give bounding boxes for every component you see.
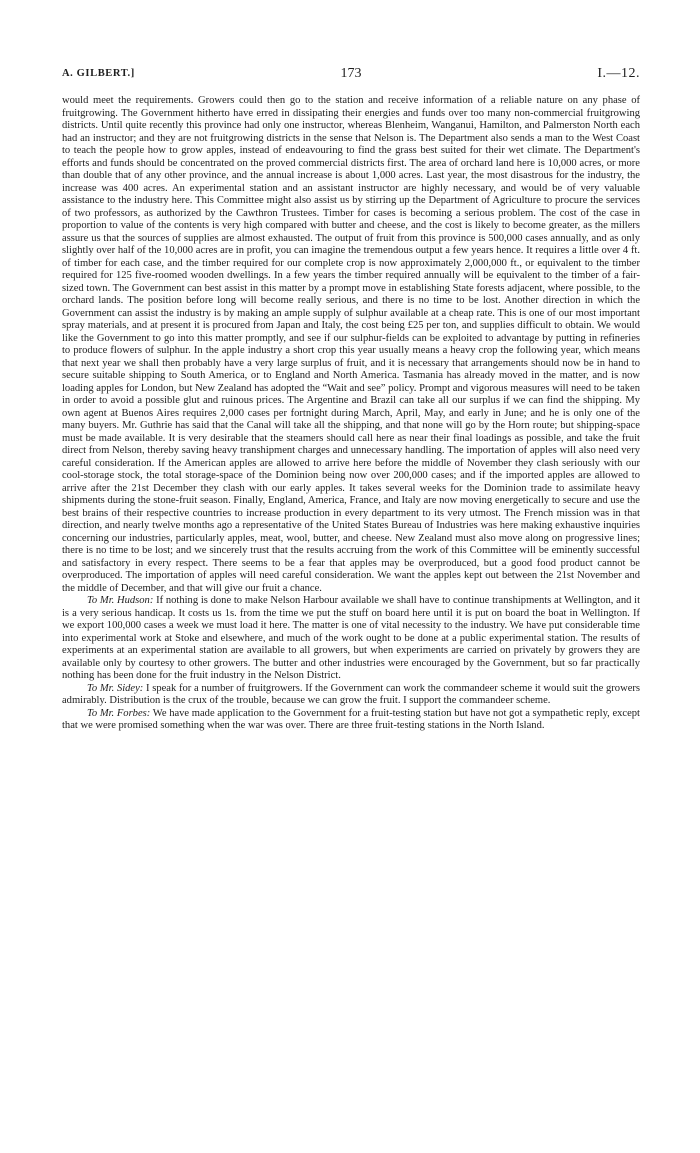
- paragraph-to-mr-forbes: [62, 708, 640, 733]
- paragraph-to-mr-hudson: [62, 595, 640, 683]
- paper-reference: I.—12.: [597, 66, 640, 81]
- page-number: 173: [340, 66, 362, 81]
- body-text: [62, 95, 640, 733]
- paragraph-to-mr-sidey: [62, 683, 640, 708]
- page-header: [62, 68, 640, 86]
- paragraph-testimony: [62, 95, 640, 595]
- header-author: A. GILBERT.]: [62, 68, 135, 79]
- paragraph-text: We have made application to the Government for a fruit-testing station but have not got a sympathetic reply, except that we were promised something when the war was over. There are three fruit-testing stations in the North Island.: [62, 707, 640, 731]
- paragraph-text: would meet the requirements. Growers could then go to the station and receive information of a reliable nature on any phase of fruitgrowing. The Government hitherto have erred in dissipating their energies and funds over too many non-commercial fruitgrowing districts. Until quite recently this province had only one instructor, whereas Blenheim, Wanganui, Hamilton, and Palmerston North each had an instructor; and they are not fruitgrowing districts in the sense that Nelson is. The Department also sends a man to the West Coast to teach the people how to grow apples, instead of endeavouring to find the grass best suited for their wet climate. The Department's efforts and funds should be concentrated on the proved commercial districts first. The area of orchard land here is 10,000 acres, or more than double that of any other province, and the annual increase is about 1,000 acres. Last year, the most disastrous for the industry, the increase was 400 acres. An experimental station and an assistant instructor are highly necessary, and would be of very valuable assistance to the industry here. This Committee might also assist us by stirring up the Department of Agriculture to procure the services of two professors, as authorized by the Cawthron Trustees. Timber for cases is becoming a serious problem. The cost of the case in proportion to value of the contents is very high compared with butter and cheese, and the cost is likely to become greater, as the millers assure us that the sources of supplies are almost exhausted. The output of fruit from this province is 500,000 cases annually, and as only slightly over half of the 10,000 acres are in profit, you can imagine the tremendous output a few years hence. It requires a little over 4 ft. of timber for each case, and the timber required for our complete crop is now approximately 2,000,000 ft., or equivalent to the timber required for 125 five-roomed wooden dwellings. In a few years the timber required annually will be equivalent to the timber of a fair-sized town. The Government can best assist in this matter by a prompt move in establishing State forests adjacent, where possible, to the orchard lands. The position before long will become really serious, and there is no time to be lost. Another direction in which the Government can assist the industry is by making an ample supply of sulphur available at a cheap rate. This is one of our most important spray materials, and at present it is procured from Japan and Italy, the cost being £25 per ton, and supplies difficult to obtain. We would like the Government to go into this matter promptly, and see if our sulphur-fields can be exploited to advantage by putting in refineries to produce flowers of sulphur. In the apple industry a short crop this year usually means a heavy crop the following year, which means that next year we shall then probably have a very large surplus of fruit, and it is necessary that arrangements should now be in hand to secure suitable shipping to South America, or to England and North America. Tasmania has already moved in the matter, and is now loading apples for London, but New Zealand has adopted the “Wait and see” policy. Prompt and vigorous measures will need to be taken in order to avoid a possible glut and ruinous prices. The Argentine and Brazil can take all our surplus if we can find the shipping. My own agent at Buenos Aires requires 2,000 cases per fortnight during March, April, May, and early in June; and he is only one of the many buyers. Mr. Guthrie has said that the Canal will take all the shipping, and that none will go by the Horn route; but shipping-space must be made available. It is very desirable that the steamers should call here as near their final loadings as possible, and take the fruit direct from Nelson, thereby saving heavy transhipment charges and unnecessary handling. The importation of apples will also need very careful consideration. If the American apples are allowed to arrive here before the middle of November they clash seriously with our cool-storage stock, the total storage-space of the Dominion being now over 200,000 cases; and if the imported apples are allowed to arrive after the 21st December they clash with our early apples. It takes several weeks for the Dominion trade to assimilate heavy shipments during the stone-fruit season. Finally, England, America, France, and Italy are now moving energetically to secure and use the best brains of their respective countries to increase production in every department to its very utmost. The French mission was in that direction, and nearly twelve months ago a representative of the United States Bureau of Industries was here making exhaustive inquiries concerning our industries, particularly apples, meat, wool, butter, and cheese. New Zealand must also move along on progressive lines; there is no time to be lost; and we sincerely trust that the results accruing from the work of this Committee will be eminently successful and satisfactory in every respect. There seems to be a fear that apples may be overproduced, but a good food product cannot be overproduced. The importation of apples will need careful consideration. We want the apples kept out between the 21st November and the middle of December, and that will give our fruit a chance.: [62, 95, 640, 594]
- speaker-label: To Mr. Forbes:: [87, 707, 151, 719]
- speaker-label: To Mr. Sidey:: [87, 682, 144, 694]
- paragraph-text: If nothing is done to make Nelson Harbour available we shall have to continue transhipments at Wellington, and it is a very serious handicap. It costs us 1s. from the time we put the stuff on board here until it is put on board the boat in Wellington. If we export 100,000 cases a week we must load it here. The matter is one of vital necessity to the industry. We have put considerable time into experimental work at Stoke and elsewhere, and much of the work ought to be done at a public experimental station. The results of experiments at an experimental station are available to all growers, but when experiments are carried on privately by growers they are available only by courtesy to other growers. The butter and other industries were encouraged by the Government, but so far practically nothing has been done for the fruit industry in the Nelson District.: [62, 595, 640, 681]
- speaker-label: To Mr. Hudson:: [87, 595, 154, 606]
- paragraph-text: I speak for a number of fruitgrowers. If the Government can work the commandeer scheme it would suit the growers admirably. Distribution is the crux of the trouble, because we can grow the fruit. I support the commandeer scheme.: [62, 682, 640, 706]
